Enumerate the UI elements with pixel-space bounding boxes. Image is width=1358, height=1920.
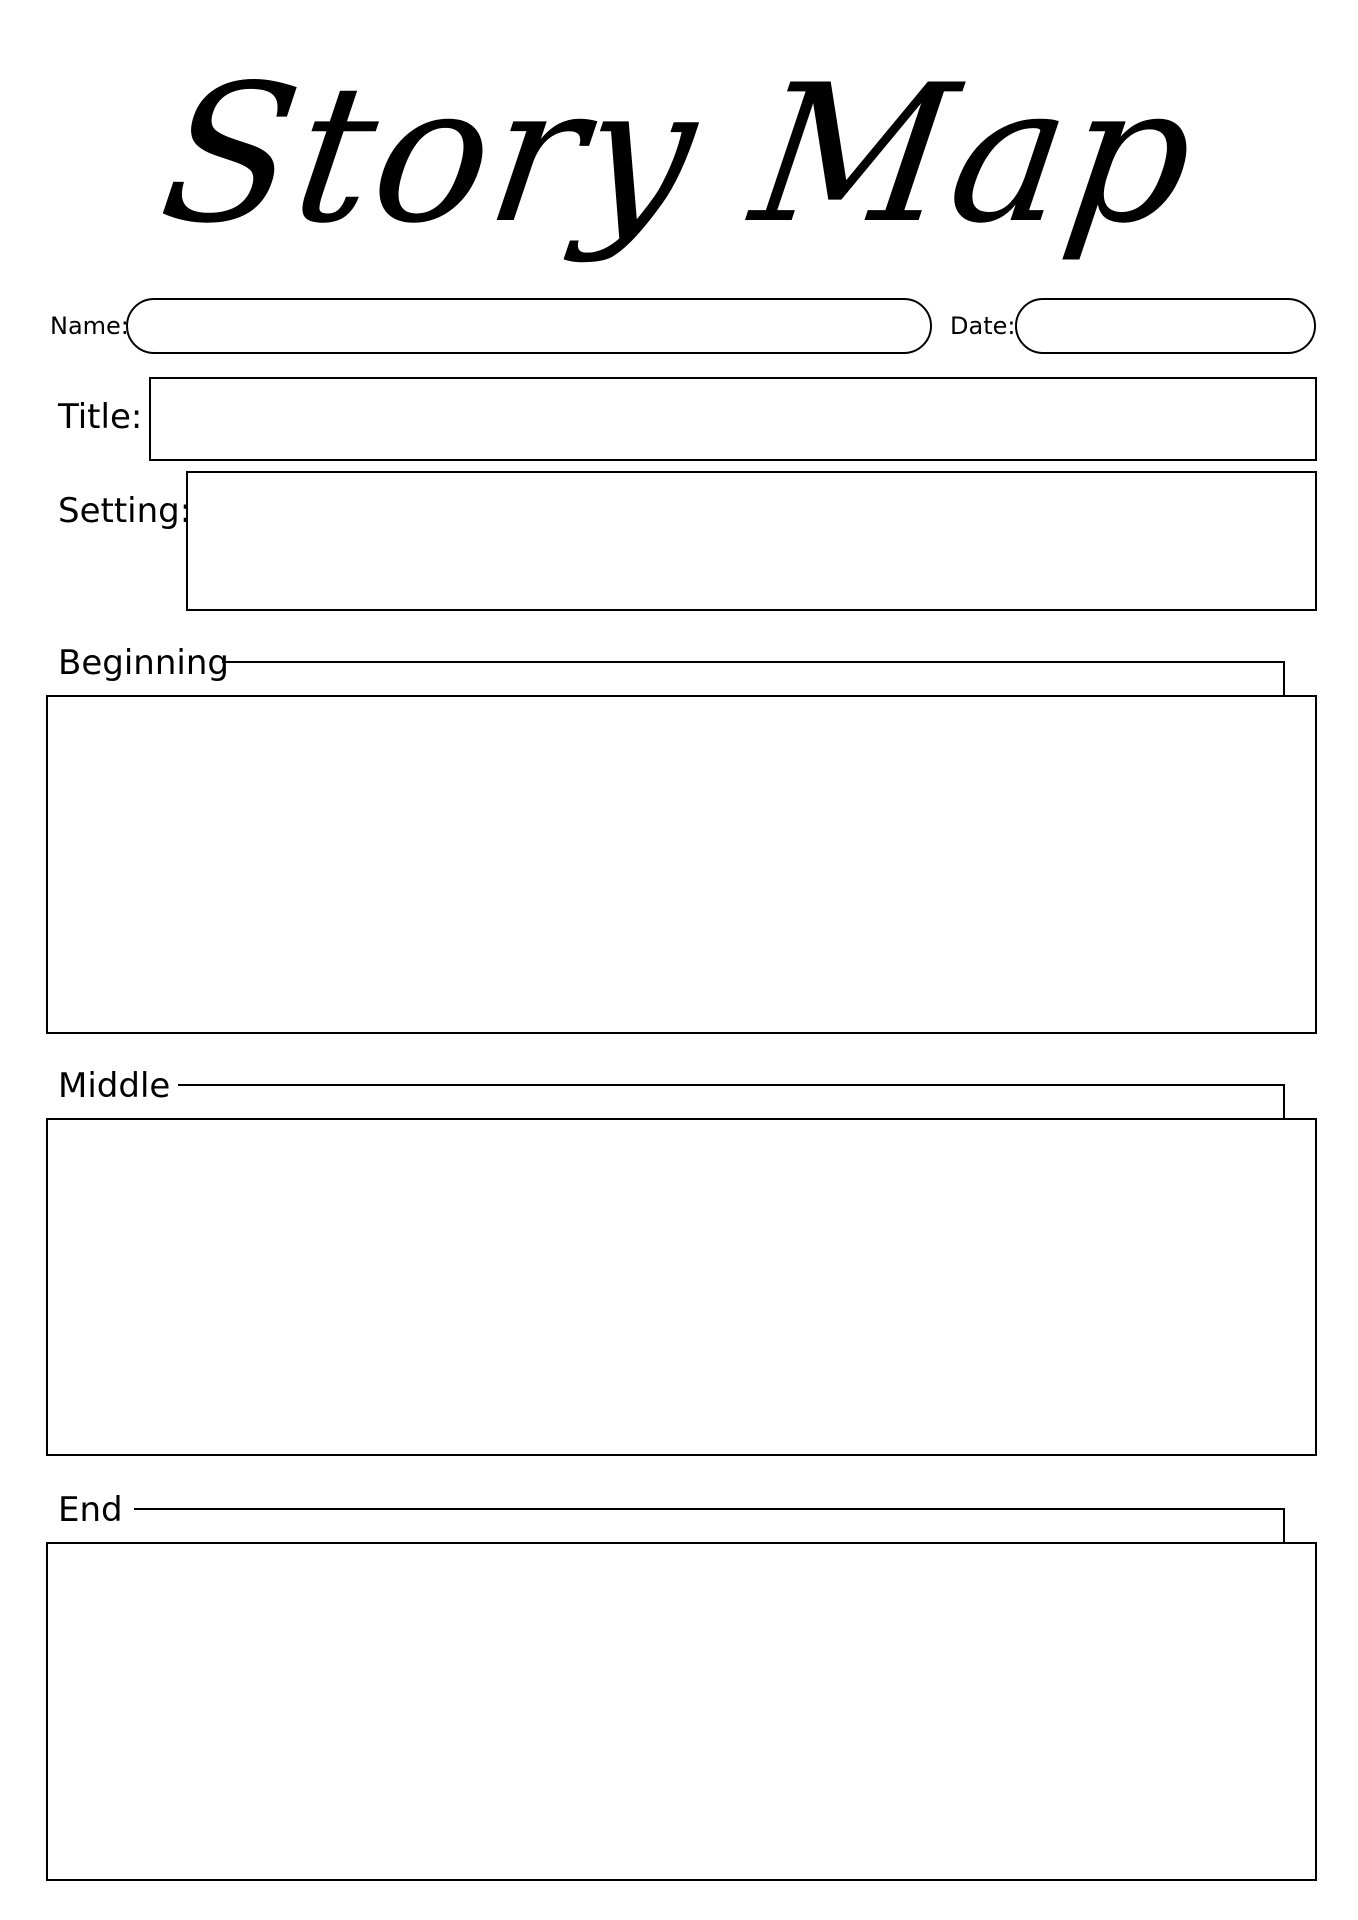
name-field[interactable]: [126, 298, 932, 354]
date-label: Date:: [950, 312, 1016, 340]
section-label-middle: Middle: [58, 1066, 171, 1106]
name-label: Name:: [50, 312, 129, 340]
section-tab-middle: [178, 1084, 1285, 1120]
end-box[interactable]: [46, 1542, 1317, 1881]
section-label-end: End: [58, 1490, 123, 1530]
setting-field[interactable]: [186, 471, 1317, 611]
section-tab-end: [134, 1508, 1285, 1544]
setting-label: Setting:: [58, 491, 192, 531]
section-label-beginning: Beginning: [58, 643, 229, 683]
middle-box[interactable]: [46, 1118, 1317, 1456]
page-title: Story Map: [150, 44, 1209, 265]
beginning-box[interactable]: [46, 695, 1317, 1034]
section-tab-beginning: [222, 661, 1285, 697]
title-field[interactable]: [149, 377, 1317, 461]
title-label: Title:: [58, 397, 143, 437]
date-field[interactable]: [1015, 298, 1316, 354]
